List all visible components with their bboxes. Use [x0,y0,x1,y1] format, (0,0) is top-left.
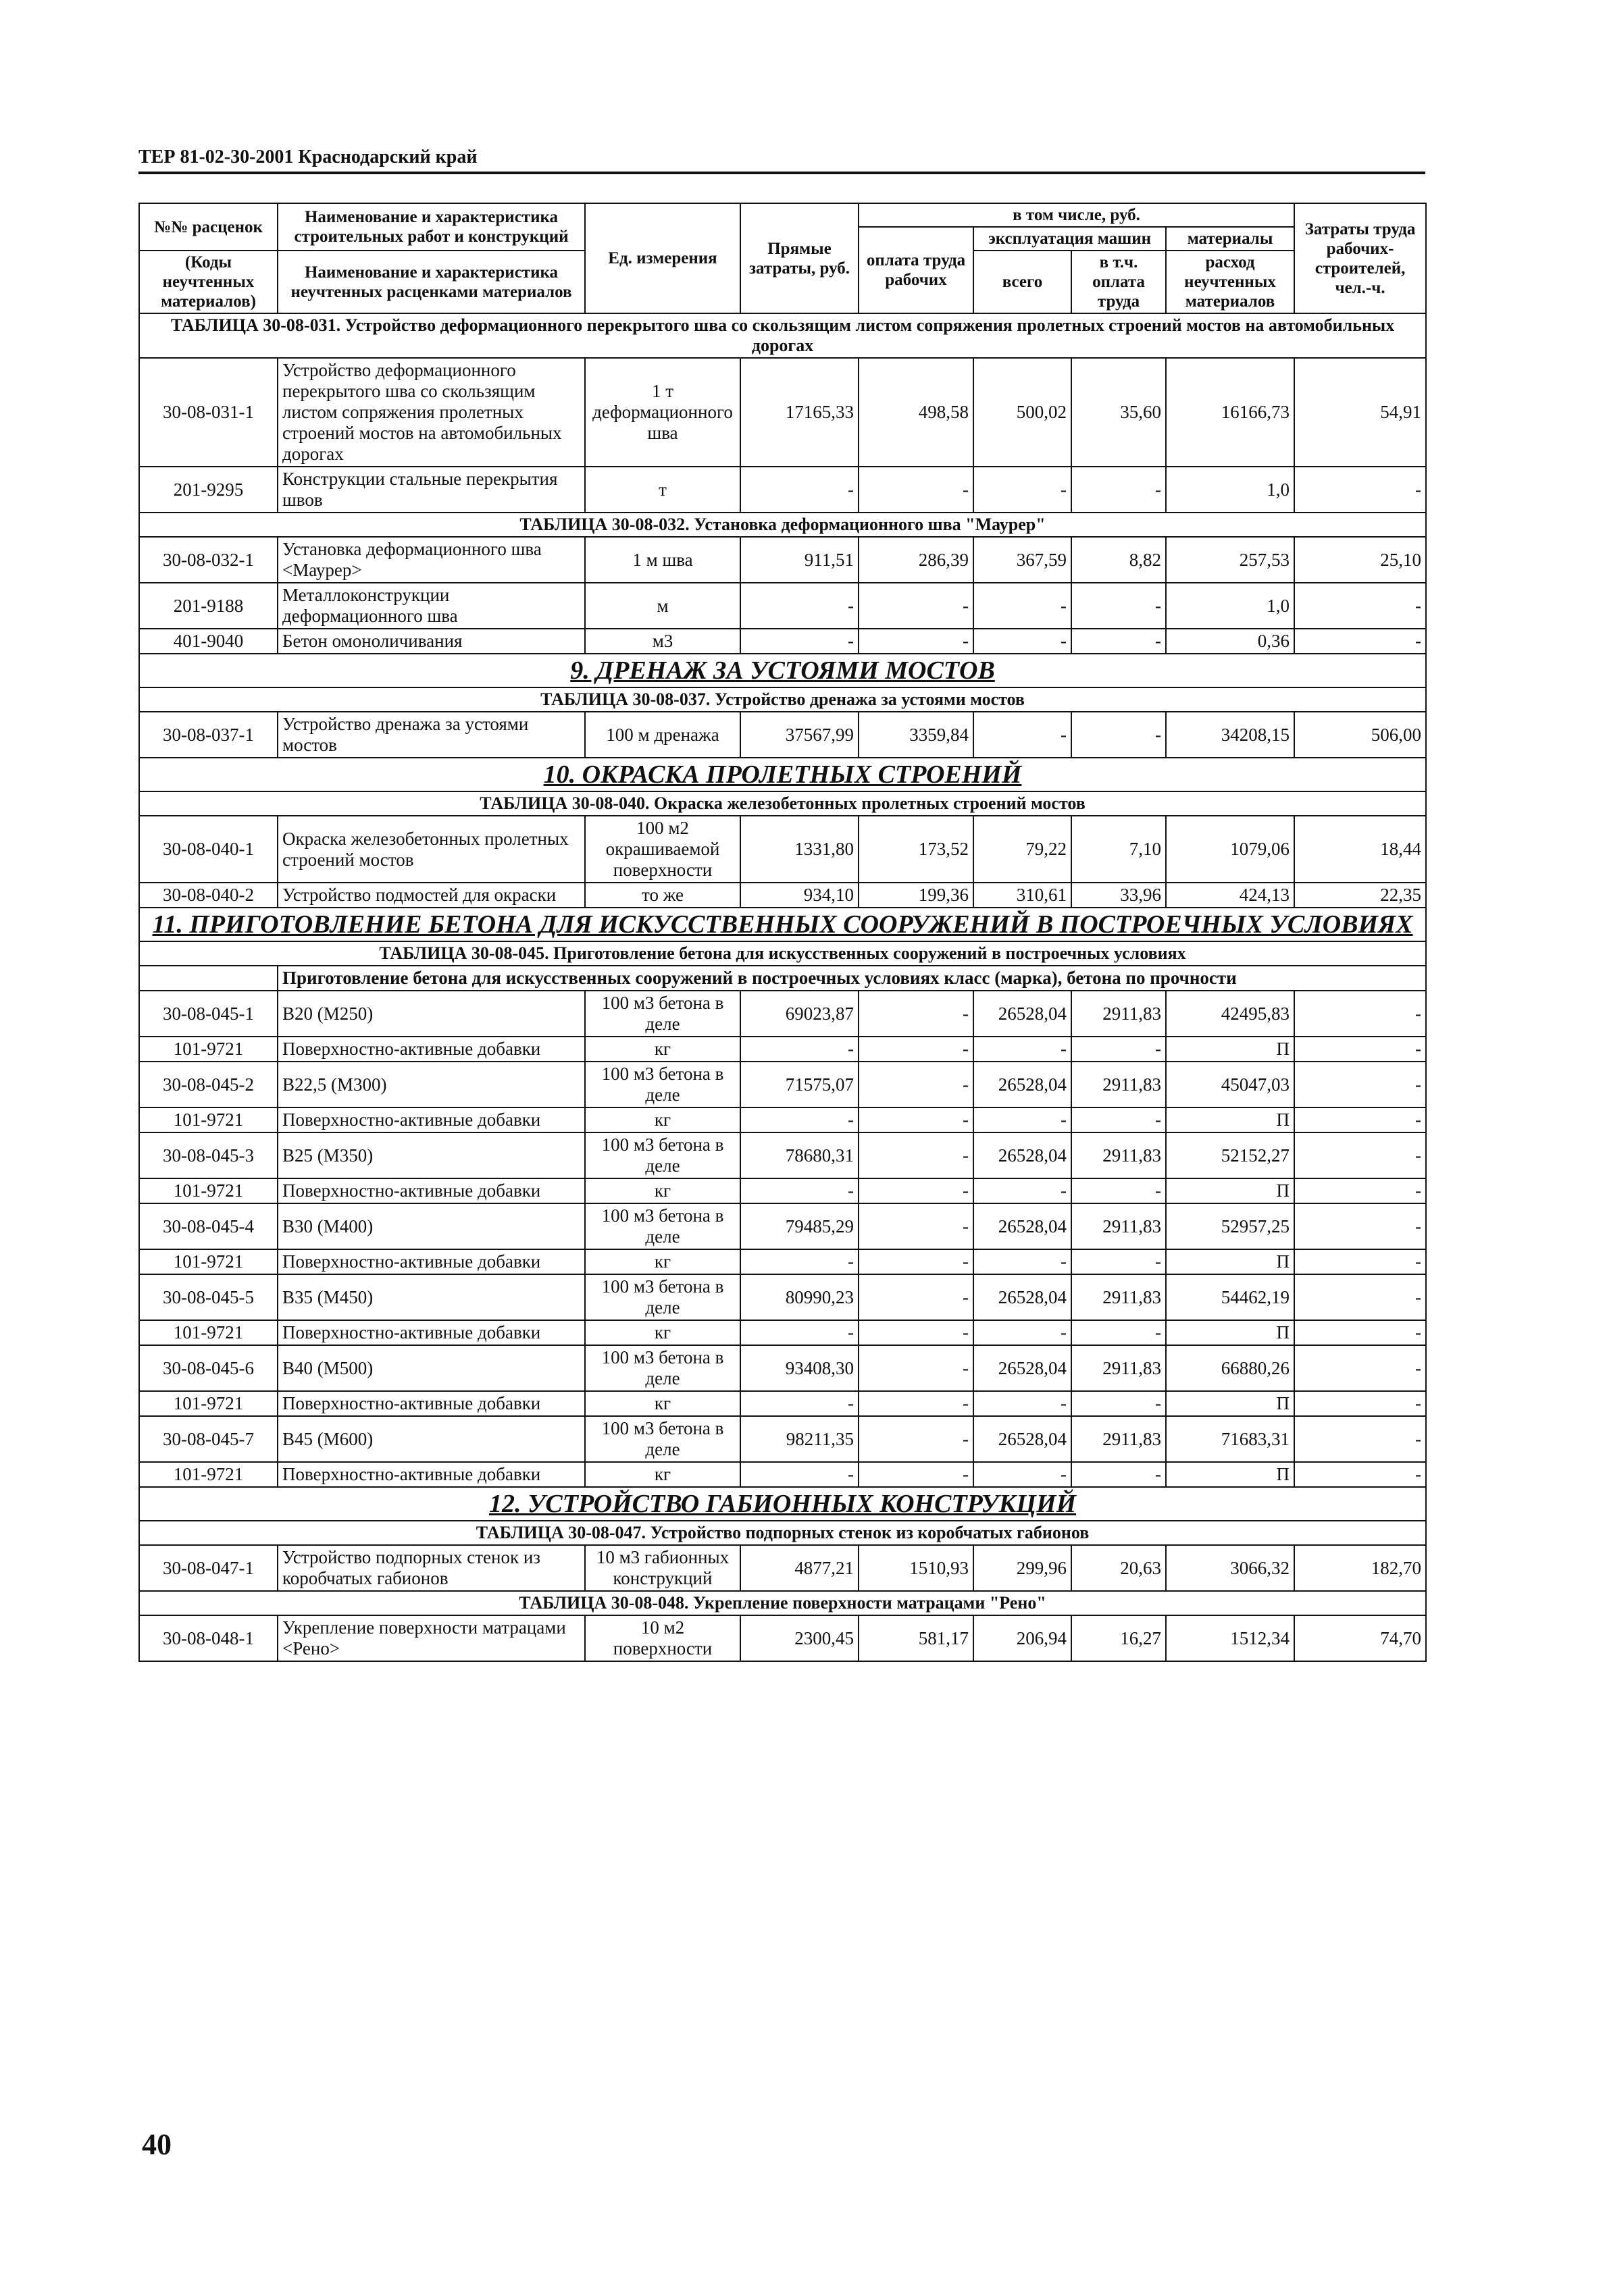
labor-pay: - [859,1345,973,1391]
work-name: Конструкции стальные перекрытия швов [278,467,585,513]
materials: 66880,26 [1166,1345,1294,1391]
machines-labor-pay: 35,60 [1071,358,1166,467]
table-row [139,1203,1426,1249]
work-name: В45 (М600) [278,1416,585,1462]
machines-labor-pay: - [1071,583,1166,629]
rate-code: 30-08-040-1 [139,816,278,883]
machines-total: 26528,04 [973,1345,1071,1391]
direct-cost: - [740,1320,859,1345]
machines-labor-pay: - [1071,712,1166,758]
machines-labor-pay: - [1071,1462,1166,1487]
work-name: Устройство дренажа за устоями мостов [278,712,585,758]
work-name: Поверхностно-активные добавки [278,1178,585,1203]
labor-hours: - [1294,583,1426,629]
labor-pay: - [859,991,973,1037]
unit: 100 м3 бетона в деле [585,1203,740,1249]
labor-hours: - [1294,1107,1426,1132]
machines-total: 500,02 [973,358,1071,467]
direct-cost: 69023,87 [740,991,859,1037]
machines-total: 206,94 [973,1615,1071,1661]
table-title-row [139,1591,1426,1615]
machines-labor-pay: 8,82 [1071,537,1166,583]
work-name: Поверхностно-активные добавки [278,1249,585,1274]
direct-cost: 2300,45 [740,1615,859,1661]
table-row [139,1391,1426,1416]
rate-code: 101-9721 [139,1178,278,1203]
work-name: Устройство подмостей для окраски [278,883,585,908]
direct-cost: - [740,629,859,654]
rate-code: 101-9721 [139,1037,278,1062]
labor-pay: - [859,583,973,629]
materials: 71683,31 [1166,1416,1294,1462]
header-rule [138,172,1425,174]
section-heading: 9. ДРЕНАЖ ЗА УСТОЯМИ МОСТОВ [139,654,1426,687]
direct-cost: - [740,1249,859,1274]
section-heading: 10. ОКРАСКА ПРОЛЕТНЫХ СТРОЕНИЙ [139,758,1426,791]
machines-total: 310,61 [973,883,1071,908]
machines-total: - [973,1320,1071,1345]
materials: 1079,06 [1166,816,1294,883]
machines-labor-pay: 2911,83 [1071,1345,1166,1391]
direct-cost: - [740,467,859,513]
machines-total: 26528,04 [973,1062,1071,1107]
direct-cost: 911,51 [740,537,859,583]
materials: 3066,32 [1166,1545,1294,1591]
rate-code: 101-9721 [139,1249,278,1274]
rate-code: 30-08-045-6 [139,1345,278,1391]
rate-code: 30-08-032-1 [139,537,278,583]
table-row [139,1037,1426,1062]
table-title: ТАБЛИЦА 30-08-040. Окраска железобетонных пролетных строений мостов [139,791,1426,816]
labor-pay: - [859,1320,973,1345]
labor-hours: 54,91 [1294,358,1426,467]
col-unit: Ед. измерения [585,203,740,313]
labor-pay: 3359,84 [859,712,973,758]
machines-total: - [973,1178,1071,1203]
machines-total: - [973,712,1071,758]
machines-total: - [973,1391,1071,1416]
description-row [139,966,1426,991]
table-title-row [139,513,1426,537]
machines-labor-pay: 2911,83 [1071,991,1166,1037]
unit: кг [585,1249,740,1274]
materials: 34208,15 [1166,712,1294,758]
rate-code: 101-9721 [139,1320,278,1345]
table-title: ТАБЛИЦА 30-08-037. Устройство дренажа за устоями мостов [139,687,1426,712]
section-heading-row [139,1487,1426,1521]
labor-pay: - [859,1107,973,1132]
machines-labor-pay: - [1071,1107,1166,1132]
unit: кг [585,1107,740,1132]
labor-pay: - [859,467,973,513]
table-title-row [139,313,1426,358]
work-name: В35 (М450) [278,1274,585,1320]
machines-total: - [973,467,1071,513]
direct-cost: - [740,583,859,629]
labor-hours: 74,70 [1294,1615,1426,1661]
labor-hours: 506,00 [1294,712,1426,758]
materials: 1,0 [1166,467,1294,513]
work-name: Поверхностно-активные добавки [278,1391,585,1416]
materials: 52152,27 [1166,1132,1294,1178]
work-name: Металлоконструкции деформационного шва [278,583,585,629]
table-title-row [139,791,1426,816]
machines-labor-pay: 7,10 [1071,816,1166,883]
machines-total: - [973,629,1071,654]
table-row [139,1462,1426,1487]
machines-labor-pay: 2911,83 [1071,1062,1166,1107]
materials: 1,0 [1166,583,1294,629]
table-title-row [139,687,1426,712]
labor-pay: - [859,629,973,654]
labor-pay: 286,39 [859,537,973,583]
table-title: ТАБЛИЦА 30-08-032. Установка деформационного шва "Маурер" [139,513,1426,537]
unit: 100 м3 бетона в деле [585,1416,740,1462]
table-title-row [139,941,1426,966]
labor-pay: - [859,1203,973,1249]
rate-code: 401-9040 [139,629,278,654]
rate-code: 30-08-048-1 [139,1615,278,1661]
col-code-top: №№ расценок [139,203,278,251]
unit: кг [585,1391,740,1416]
col-code-bottom: (Коды неучтенных материалов) [139,251,278,313]
rate-code: 201-9295 [139,467,278,513]
col-name-top: Наименование и характеристика строительных работ и конструкций [278,203,585,251]
rate-code: 30-08-045-5 [139,1274,278,1320]
direct-cost: - [740,1391,859,1416]
direct-cost: 93408,30 [740,1345,859,1391]
materials: 0,36 [1166,629,1294,654]
machines-total: 79,22 [973,816,1071,883]
direct-cost: 98211,35 [740,1416,859,1462]
table-header-row-1 [139,203,1426,227]
labor-hours: - [1294,1062,1426,1107]
table-row [139,991,1426,1037]
unit: кг [585,1320,740,1345]
labor-pay: 199,36 [859,883,973,908]
labor-hours: - [1294,1462,1426,1487]
unit: 1 м шва [585,537,740,583]
labor-pay: 581,17 [859,1615,973,1661]
labor-pay: - [859,1037,973,1062]
direct-cost: 934,10 [740,883,859,908]
unit: 100 м дренажа [585,712,740,758]
machines-labor-pay: 2911,83 [1071,1132,1166,1178]
rate-code: 30-08-045-2 [139,1062,278,1107]
unit: кг [585,1462,740,1487]
materials: П [1166,1391,1294,1416]
machines-labor-pay: 2911,83 [1071,1203,1166,1249]
labor-hours: 25,10 [1294,537,1426,583]
direct-cost: 4877,21 [740,1545,859,1591]
labor-hours: - [1294,1391,1426,1416]
rate-code: 101-9721 [139,1391,278,1416]
table-row [139,816,1426,883]
work-name: Поверхностно-активные добавки [278,1462,585,1487]
col-materials-sub: расход неучтенных материалов [1166,251,1294,313]
direct-cost: 78680,31 [740,1132,859,1178]
labor-hours: - [1294,1249,1426,1274]
direct-cost: - [740,1178,859,1203]
machines-labor-pay: - [1071,1037,1166,1062]
machines-total: 26528,04 [973,1132,1071,1178]
work-name: В20 (М250) [278,991,585,1037]
table-row [139,583,1426,629]
labor-hours: - [1294,467,1426,513]
unit: 100 м3 бетона в деле [585,991,740,1037]
machines-labor-pay: 33,96 [1071,883,1166,908]
unit: т [585,467,740,513]
rate-code: 30-08-045-7 [139,1416,278,1462]
work-name: Бетон омоноличивания [278,629,585,654]
rate-code: 201-9188 [139,583,278,629]
unit: 100 м3 бетона в деле [585,1274,740,1320]
labor-hours: - [1294,1178,1426,1203]
labor-hours: 18,44 [1294,816,1426,883]
rate-code: 101-9721 [139,1462,278,1487]
work-name: Окраска железобетонных пролетных строений мостов [278,816,585,883]
col-machines-total: всего [973,251,1071,313]
table-title: ТАБЛИЦА 30-08-047. Устройство подпорных стенок из коробчатых габионов [139,1521,1426,1545]
machines-total: - [973,1107,1071,1132]
table-title: ТАБЛИЦА 30-08-048. Укрепление поверхности матрацами "Рено" [139,1591,1426,1615]
work-name: Поверхностно-активные добавки [278,1107,585,1132]
table-row [139,1320,1426,1345]
machines-total: - [973,583,1071,629]
materials: 42495,83 [1166,991,1294,1037]
materials: 1512,34 [1166,1615,1294,1661]
table-row [139,629,1426,654]
direct-cost: - [740,1462,859,1487]
table-row [139,358,1426,467]
work-name: Поверхностно-активные добавки [278,1037,585,1062]
table-row [139,1132,1426,1178]
labor-pay: - [859,1416,973,1462]
table-row [139,1249,1426,1274]
col-labor-pay: оплата труда рабочих [859,227,973,313]
direct-cost: - [740,1037,859,1062]
empty-cell [139,966,278,991]
col-incl: в том числе, руб. [859,203,1294,227]
table-row [139,1345,1426,1391]
labor-hours: - [1294,1037,1426,1062]
unit: кг [585,1037,740,1062]
machines-total: - [973,1462,1071,1487]
direct-cost: 37567,99 [740,712,859,758]
labor-pay: - [859,1132,973,1178]
table-row [139,467,1426,513]
col-name-bottom: Наименование и характеристика неучтенных расценками материалов [278,251,585,313]
machines-total: 26528,04 [973,1203,1071,1249]
table-row [139,712,1426,758]
materials: П [1166,1178,1294,1203]
rate-code: 101-9721 [139,1107,278,1132]
work-name: Устройство деформационного перекрытого шва со скользящим листом сопряжения пролетных строений мостов на автомобильных дорогах [278,358,585,467]
col-direct: Прямые затраты, руб. [740,203,859,313]
materials: 52957,25 [1166,1203,1294,1249]
col-machines-labor: в т.ч. оплата труда [1071,251,1166,313]
unit: 100 м3 бетона в деле [585,1132,740,1178]
labor-hours: - [1294,1274,1426,1320]
direct-cost: - [740,1107,859,1132]
table-row [139,883,1426,908]
section-heading-row [139,908,1426,941]
unit: 100 м3 бетона в деле [585,1345,740,1391]
table-body [139,313,1426,1661]
materials: П [1166,1320,1294,1345]
rate-code: 30-08-047-1 [139,1545,278,1591]
labor-hours: - [1294,1416,1426,1462]
table-row [139,1062,1426,1107]
work-name: Поверхностно-активные добавки [278,1320,585,1345]
machines-total: - [973,1037,1071,1062]
machines-labor-pay: 2911,83 [1071,1416,1166,1462]
table-row [139,1416,1426,1462]
labor-pay: 498,58 [859,358,973,467]
direct-cost: 71575,07 [740,1062,859,1107]
labor-pay: - [859,1391,973,1416]
labor-pay: - [859,1249,973,1274]
direct-cost: 80990,23 [740,1274,859,1320]
direct-cost: 79485,29 [740,1203,859,1249]
table-title: ТАБЛИЦА 30-08-045. Приготовление бетона для искусственных сооружений в построечных условиях [139,941,1426,966]
col-labor-cost: Затраты труда рабочих-строителей, чел.-ч. [1294,203,1426,313]
materials: 54462,19 [1166,1274,1294,1320]
unit: м3 [585,629,740,654]
materials: П [1166,1249,1294,1274]
direct-cost: 1331,80 [740,816,859,883]
labor-hours: - [1294,629,1426,654]
table-title: ТАБЛИЦА 30-08-031. Устройство деформационного перекрытого шва со скользящим листом сопряжения пролетных строений мостов на автомобильных дорогах [139,313,1426,358]
col-machines: эксплуатация машин [973,227,1166,251]
machines-labor-pay: 16,27 [1071,1615,1166,1661]
materials: 16166,73 [1166,358,1294,467]
machines-total: 367,59 [973,537,1071,583]
table-row [139,1107,1426,1132]
labor-hours: - [1294,1132,1426,1178]
labor-pay: - [859,1462,973,1487]
rate-code: 30-08-045-3 [139,1132,278,1178]
table-row [139,1615,1426,1661]
labor-hours: - [1294,1203,1426,1249]
work-name: Устройство подпорных стенок из коробчатых габионов [278,1545,585,1591]
table-row [139,1274,1426,1320]
machines-labor-pay: - [1071,1320,1166,1345]
labor-pay: - [859,1062,973,1107]
machines-total: 299,96 [973,1545,1071,1591]
machines-labor-pay: - [1071,1249,1166,1274]
materials: 45047,03 [1166,1062,1294,1107]
labor-hours: 182,70 [1294,1545,1426,1591]
machines-labor-pay: - [1071,1178,1166,1203]
labor-hours: - [1294,1345,1426,1391]
labor-hours: 22,35 [1294,883,1426,908]
section-heading-row [139,758,1426,791]
section-heading: 11. ПРИГОТОВЛЕНИЕ БЕТОНА ДЛЯ ИСКУССТВЕННЫХ СООРУЖЕНИЙ В ПОСТРОЕЧНЫХ УСЛОВИЯХ [139,908,1426,941]
direct-cost: 17165,33 [740,358,859,467]
col-materials: материалы [1166,227,1294,251]
work-name: В40 (М500) [278,1345,585,1391]
materials: П [1166,1037,1294,1062]
work-name: В25 (М350) [278,1132,585,1178]
labor-pay: 1510,93 [859,1545,973,1591]
unit: 1 т деформационного шва [585,358,740,467]
materials: 257,53 [1166,537,1294,583]
unit: 10 м3 габионных конструкций [585,1545,740,1591]
labor-pay: - [859,1274,973,1320]
materials: 424,13 [1166,883,1294,908]
rates-table [138,203,1427,1662]
work-name: В30 (М400) [278,1203,585,1249]
labor-hours: - [1294,1320,1426,1345]
work-name: Укрепление поверхности матрацами <Рено> [278,1615,585,1661]
unit: 100 м3 бетона в деле [585,1062,740,1107]
labor-pay: - [859,1178,973,1203]
rate-code: 30-08-045-1 [139,991,278,1037]
table-row [139,537,1426,583]
machines-total: 26528,04 [973,991,1071,1037]
unit: кг [585,1178,740,1203]
section-heading-row [139,654,1426,687]
document-header: ТЕР 81-02-30-2001 Краснодарский край [138,147,478,167]
unit: то же [585,883,740,908]
rate-code: 30-08-045-4 [139,1203,278,1249]
section-heading: 12. УСТРОЙСТВО ГАБИОННЫХ КОНСТРУКЦИЙ [139,1487,1426,1521]
machines-labor-pay: - [1071,1391,1166,1416]
unit: м [585,583,740,629]
machines-labor-pay: 2911,83 [1071,1274,1166,1320]
unit: 100 м2 окрашиваемой поверхности [585,816,740,883]
labor-pay: 173,52 [859,816,973,883]
table-row [139,1545,1426,1591]
machines-total: 26528,04 [973,1274,1071,1320]
materials: П [1166,1462,1294,1487]
machines-total: - [973,1249,1071,1274]
rate-code: 30-08-031-1 [139,358,278,467]
work-name: Установка деформационного шва <Маурер> [278,537,585,583]
machines-labor-pay: 20,63 [1071,1545,1166,1591]
table-row [139,1178,1426,1203]
machines-total: 26528,04 [973,1416,1071,1462]
table-title-row [139,1521,1426,1545]
unit: 10 м2 поверхности [585,1615,740,1661]
page-number: 40 [142,2128,172,2161]
description-text: Приготовление бетона для искусственных сооружений в построечных условиях класс (марка), бетона по прочности [278,966,1426,991]
machines-labor-pay: - [1071,467,1166,513]
materials: П [1166,1107,1294,1132]
work-name: В22,5 (М300) [278,1062,585,1107]
rate-code: 30-08-040-2 [139,883,278,908]
machines-labor-pay: - [1071,629,1166,654]
labor-hours: - [1294,991,1426,1037]
rate-code: 30-08-037-1 [139,712,278,758]
